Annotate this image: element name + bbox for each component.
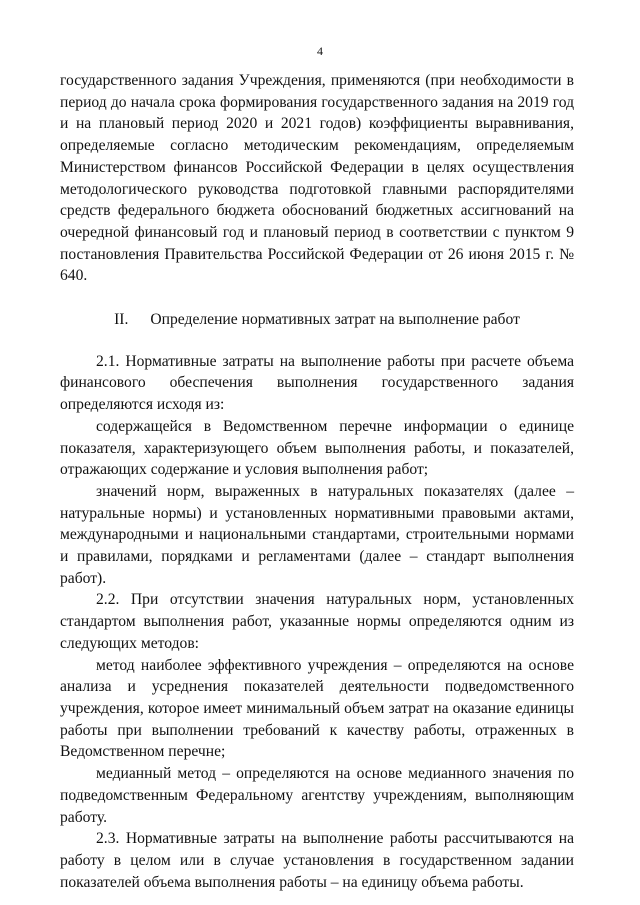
paragraph-item-norms: значений норм, выраженных в натуральных показателях (далее – натуральные нормы) и установленных нормативными правовыми актами, международными и национальными стандартами, строительными нормами и правилами, порядками и регламентами (далее – стандарт выполнения работ). xyxy=(60,482,574,587)
paragraph-continuation: государственного задания Учреждения, применяются (при необходимости в период до начала срока формирования государственного задания на 2019 год и на плановый период 2020 и 2021 годов) коэффициенты выравнивания, определяемые согласно методическим рекомендациям, определяемым Министерством финансов Российской Федерации в целях осуществления методологического руководства подготовкой главными распорядителями средств федерального бюджета обоснований бюджетных ассигнований на очередной финансовый год и плановый период в соответствии с пунктом 9 постановления Правительства Российской Федерации от 26 июня 2015 г. № 640. xyxy=(60,72,574,285)
section-title: Определение нормативных затрат на выполнение работ xyxy=(150,311,520,329)
paragraph-2-1: 2.1. Нормативные затраты на выполнение работы при расчете объема финансового обеспечения выполнения государственного задания определяются исходя из: xyxy=(60,352,574,414)
document-body xyxy=(60,70,574,893)
paragraph-method-median: медианный метод – определяются на основе медианного значения по подведомственным Федеральному агентству учреждениям, выполняющим работу. xyxy=(60,765,574,826)
paragraph-2-3: 2.3. Нормативные затраты на выполнение работы рассчитываются на работу в целом или в случае установления в государственном задании показателей объема выполнения работы – на единицу объема работы. xyxy=(60,830,574,891)
paragraph-method-efficient: метод наиболее эффективного учреждения – определяются на основе анализа и усреднения показателей деятельности подведомственного учреждения, которое имеет минимальный объем затрат на оказание единицы работы при выполнении требований к качеству работы, отраженных в Ведомственном перечне; xyxy=(60,656,574,761)
paragraph-2-2: 2.2. При отсутствии значения натуральных норм, установленных стандартом выполнения работ, указанные нормы определяются одним из следующих методов: xyxy=(60,591,574,652)
section-number: II. xyxy=(114,311,129,329)
section-heading xyxy=(60,309,574,331)
paragraph-item-info: содержащейся в Ведомственном перечне информации о единице показателя, характеризующего объем выполнения работы, и показателей, отражающих содержание и условия выполнения работ; xyxy=(60,417,574,479)
page-number: 4 xyxy=(317,44,323,58)
